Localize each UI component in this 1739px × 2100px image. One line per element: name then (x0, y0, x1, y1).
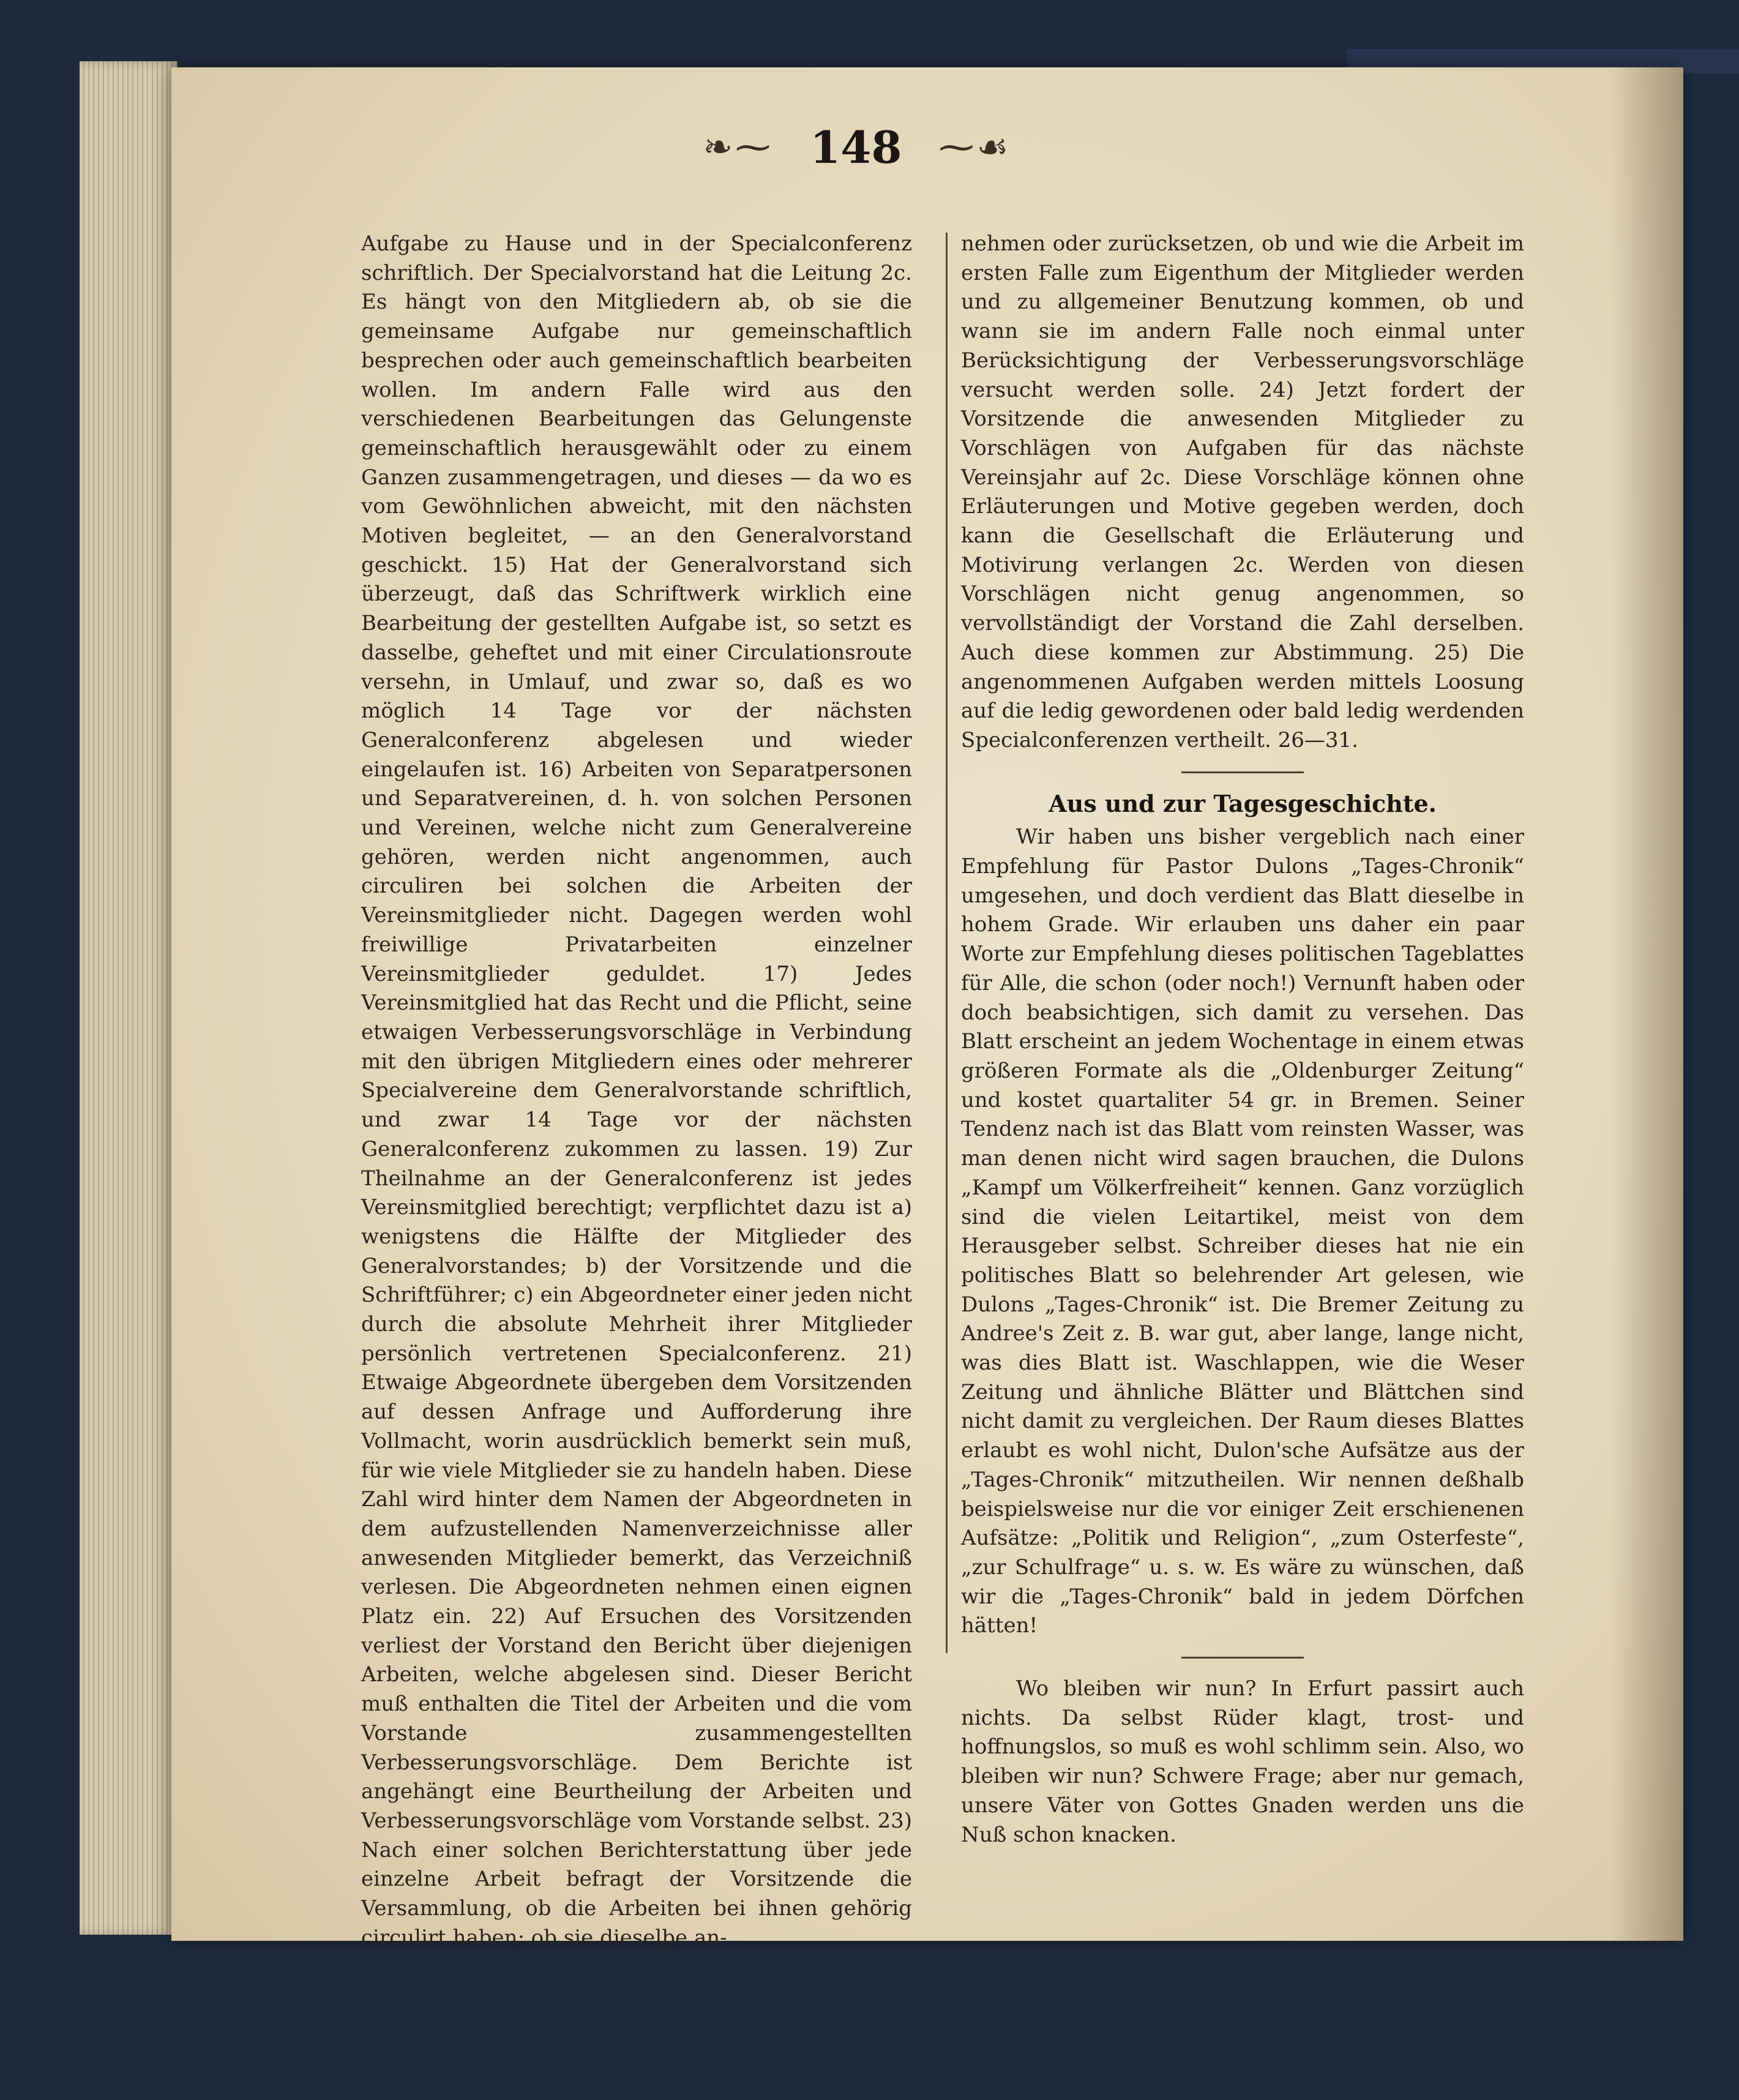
section-title: Aus und zur Tagesgeschichte. (1049, 789, 1437, 817)
section-rule (1181, 771, 1304, 773)
column-divider (946, 233, 948, 1653)
page-stack-edge (80, 61, 178, 1935)
closing-paragraph: Wo bleiben wir nun? In Erfurt passirt auch nichts. Da selbst Rüder klagt, trost- und hoffnungslos, so muß es wohl schlimm sein. Also, wo bleiben wir nun? Schwere Frage; aber nur gemach, unsere Väter von Gottes Gnaden werden uns die Nuß schon knacken. (961, 1676, 1524, 1847)
section-rule-2 (1181, 1657, 1304, 1659)
page-number: 148 (810, 121, 902, 173)
ornament-right-icon: ⁓☙ (938, 126, 1011, 168)
left-column-text: Aufgabe zu Hause und in der Specialconferenz schriftlich. Der Specialvorstand hat die Leitung 2c. Es hängt von den Mitgliedern ab, ob sie die gemeinsame Aufgabe nur gemeinschaftlich besprechen oder auch gemeinschaftlich bearbeiten wollen. Im andern Falle wird aus den verschiedenen Bearbeitungen das Gelungenste gemeinschaftlich herausgewählt oder zu einem Ganzen zusammengetragen, und dieses — da wo es vom Gewöhnlichen abweicht, mit den nächsten Motiven begleitet, — an den Generalvorstand geschickt. 15) Hat der Generalvorstand sich überzeugt, daß das Schriftwerk wirklich eine Bearbeitung der gestellten Aufgabe ist, so setzt es dasselbe, geheftet und mit einer Circulationsroute versehn, in Umlauf, und zwar so, daß es wo möglich 14 Tage vor der nächsten Generalconferenz abgelesen und wieder eingelaufen ist. 16) Arbeiten von Separatpersonen und Separatvereinen, d. h. von solchen Personen und Vereinen, welche nicht zum Generalvereine gehören, werden nicht angenommen, auch circuliren bei solchen die Arbeiten der Vereinsmitglieder nicht. Dagegen werden wohl freiwillige Privatarbeiten einzelner Vereinsmitglieder geduldet. 17) Jedes Vereinsmitglied hat das Recht und die Pflicht, seine etwaigen Verbesserungsvorschläge in Verbindung mit den übrigen Mitgliedern eines oder mehrerer Specialvereine dem Generalvorstande schriftlich, und zwar 14 Tage vor der nächsten Generalconferenz zukommen zu lassen. 19) Zur Theilnahme an der Generalconferenz ist jedes Vereinsmitglied berechtigt; verpflichtet dazu ist a) wenigstens die Hälfte der Mitglieder des Generalvorstandes; b) der Vorsitzende und die Schriftführer; c) ein Abgeordneter einer jeden nicht durch die absolute Mehrheit ihrer Mitglieder persönlich vertretenen Specialconferenz. 21) Etwaige Abgeordnete übergeben dem Vorsitzenden auf dessen Anfrage und Aufforderung ihre Vollmacht, worin ausdrücklich bemerkt sein muß, für wie viele Mitglieder sie zu handeln haben. Diese Zahl wird hinter dem Namen der Abgeordneten in dem aufzustellenden Namenverzeichnisse aller anwesenden Mitglieder bemerkt, das Verzeichniß verlesen. Die Abgeordneten nehmen einen eignen Platz ein. 22) Auf Ersuchen des Vorsitzenden verliest der Vorstand den Bericht über diejenigen Arbeiten, welche abgelesen sind. Dieser Bericht muß enthalten die Titel der Arbeiten und die vom Vorstande zusammengestellten Verbesserungsvorschläge. Dem Berichte ist angehängt eine Beurtheilung der Arbeiten und Verbesserungsvorschläge vom Vorstande selbst. 23) Nach einer solchen Berichterstattung über jede einzelne Arbeit befragt der Vorsitzende die Versammlung, ob die Arbeiten bei ihnen gehörig circulirt haben; ob sie dieselbe an- (361, 231, 912, 1950)
page-header (643, 107, 1071, 187)
right-column-continuation: nehmen oder zurücksetzen, ob und wie die Arbeit im ersten Falle zum Eigenthum der Mitglieder werden und zu allgemeiner Benutzung kommen, ob und wann sie im andern Falle noch einmal unter Berücksichtigung der Verbesserungsvorschläge versucht werden solle. 24) Jetzt fordert der Vorsitzende die anwesenden Mitglieder zu Vorschlägen von Aufgaben für das nächste Vereinsjahr auf 2c. Diese Vorschläge können ohne Erläuterungen und Motive gegeben werden, doch kann die Gesellschaft die Erläuterung und Motivirung verlangen 2c. Werden von diesen Vorschlägen nicht genug angenommen, so vervollständigt der Vorstand die Zahl derselben. Auch diese kommen zur Abstimmung. 25) Die angenommenen Aufgaben werden mittels Loosung auf die ledig gewordenen oder bald ledig werdenden Specialconferenzen vertheilt. 26—31. (961, 231, 1524, 752)
left-column (361, 230, 912, 1952)
right-column (961, 230, 1524, 1850)
ornament-left-icon: ❧⁓ (703, 126, 774, 168)
section-body: Wir haben uns bisher vergeblich nach einer Empfehlung für Pastor Dulons „Tages-Chronik“ umgesehen, und doch verdient das Blatt dieselbe in hohem Grade. Wir erlauben uns daher ein paar Worte zur Empfehlung dieses politischen Tageblattes für Alle, die schon (oder noch!) Vernunft haben oder doch beabsichtigen, sich damit zu versehen. Das Blatt erscheint an jedem Wochentage in einem etwas größeren Formate als die „Oldenburger Zeitung“ und kostet quartaliter 54 gr. in Bremen. Seiner Tendenz nach ist das Blatt vom reinsten Wasser, was man denen nicht wird sagen brauchen, die Dulons „Kampf um Völkerfreiheit“ kennen. Ganz vorzüglich sind die vielen Leitartikel, meist von dem Herausgeber selbst. Schreiber dieses hat nie ein politisches Blatt so belehrender Art gelesen, wie Dulons „Tages-Chronik“ ist. Die Bremer Zeitung zu Andree's Zeit z. B. war gut, aber lange, lange nicht, was dies Blatt ist. Waschlappen, wie die Weser Zeitung und ähnliche Blätter und Blättchen sind nicht damit zu vergleichen. Der Raum dieses Blattes erlaubt es wohl nicht, Dulon'sche Aufsätze aus der „Tages-Chronik“ mitzutheilen. Wir nennen deßhalb beispielsweise nur die vor einiger Zeit erschienenen Aufsätze: „Politik und Religion“, „zum Osterfeste“, „zur Schulfrage“ u. s. w. Es wäre zu wünschen, daß wir die „Tages-Chronik“ bald in jedem Dörfchen hätten! (961, 825, 1524, 1638)
